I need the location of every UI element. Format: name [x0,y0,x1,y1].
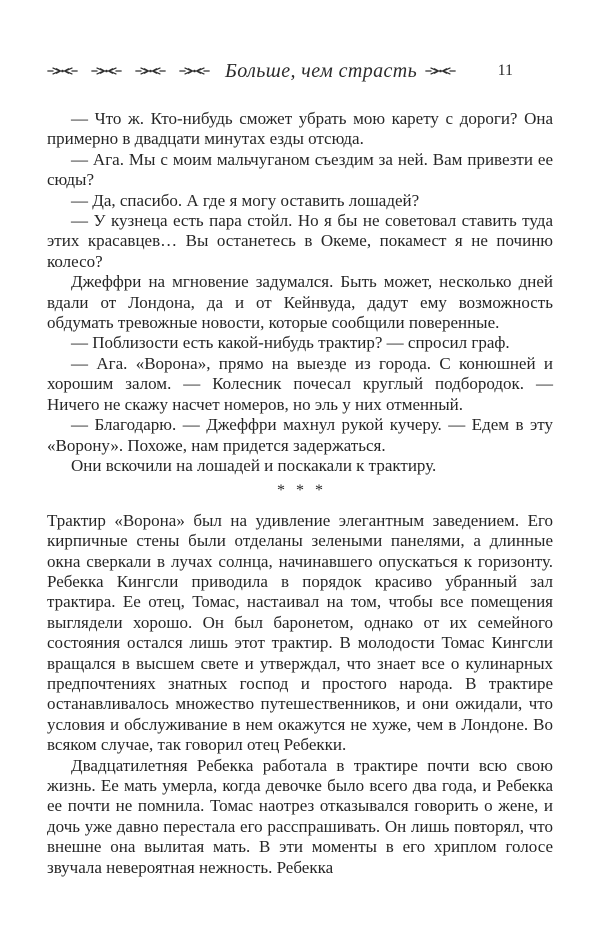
paragraph: — Что ж. Кто-нибудь сможет убрать мою карету с дороги? Она примерно в двадцати минутах езды отсюда. [47,109,553,149]
paragraph: Джеффри на мгновение задумался. Быть может, несколько дней вдали от Лондона, да и от Кейнвуда, дадут ему возможность обдумать тревожные новости, которые сообщили поверенные. [47,272,553,333]
fleuron-icon [179,66,210,76]
paragraph: — Ага. Мы с моим мальчуганом съездим за ней. Вам привезти ее сюды? [47,149,553,190]
running-title: Больше, чем страсть [225,59,418,82]
fleuron-icon [91,66,122,76]
paragraph: — Благодарю. — Джеффри махнул рукой кучеру. — Едем в эту «Ворону». Похоже, нам придется задержаться. [47,415,553,455]
paragraph: Трактир «Ворона» был на удивление элегантным заведением. Его кирпичные стены были отделаны зелеными панелями, а длинные окна сверкали в лучах солнца, начинавшего опускаться к горизонту. Ребекка Кингсли приводила в порядок красиво убранный зал трактира. Ее отец, Томас, настаивал на том, чтобы все помещения выглядели хорошо. Он был баронетом, однако от их семейного состояния остался лишь этот трактир. В молодости Томас Кингсли вращался в высшем свете и утверждал, что знает все о кулинарных предпочтениях знатных господ и простого народа. В трактире останавливалось множество путешественников, и они ожидали, что условия и обслуживание в нем окажутся не хуже, чем в Лондоне. Во всяком случае, так говорил отец Ребекки. [47,510,553,755]
fleuron-icon [135,66,166,76]
body-text [47,109,553,878]
fleuron-icon [425,66,456,76]
page-header [47,58,553,84]
paragraph: — У кузнеца есть пара стойл. Но я бы не советовал ставить туда этих красавцев… Вы останетесь в Океме, покамест я не починю колесо? [47,211,553,271]
paragraph: — Да, спасибо. А где я могу оставить лошадей? [71,190,420,210]
paragraph: — Ага. «Ворона», прямо на выезде из города. С конюшней и хорошим залом. — Колесник почесал круглый подбородок. — Ничего не скажу насчет номеров, но эль у них отменный. [47,353,553,414]
page-number: 11 [497,62,513,79]
fleuron-icon [47,66,78,76]
paragraph: — Поблизости есть какой-нибудь трактир? — спросил граф. [71,333,510,353]
paragraph: Двадцатилетняя Ребекка работала в трактире почти всю свою жизнь. Ее мать умерла, когда девочке было всего два года, и Ребекка ее почти не помнила. Томас наотрез отказывался говорить о жене, и дочь уже давно перестала его расспрашивать. Он лишь повторял, что внешне она вылитая мать. В эти моменты в его хриплом голосе звучала невероятная нежность. Ребекка [47,755,553,877]
paragraph: Они вскочили на лошадей и поскакали к трактиру. [71,455,437,475]
section-break: * * * [277,482,323,500]
